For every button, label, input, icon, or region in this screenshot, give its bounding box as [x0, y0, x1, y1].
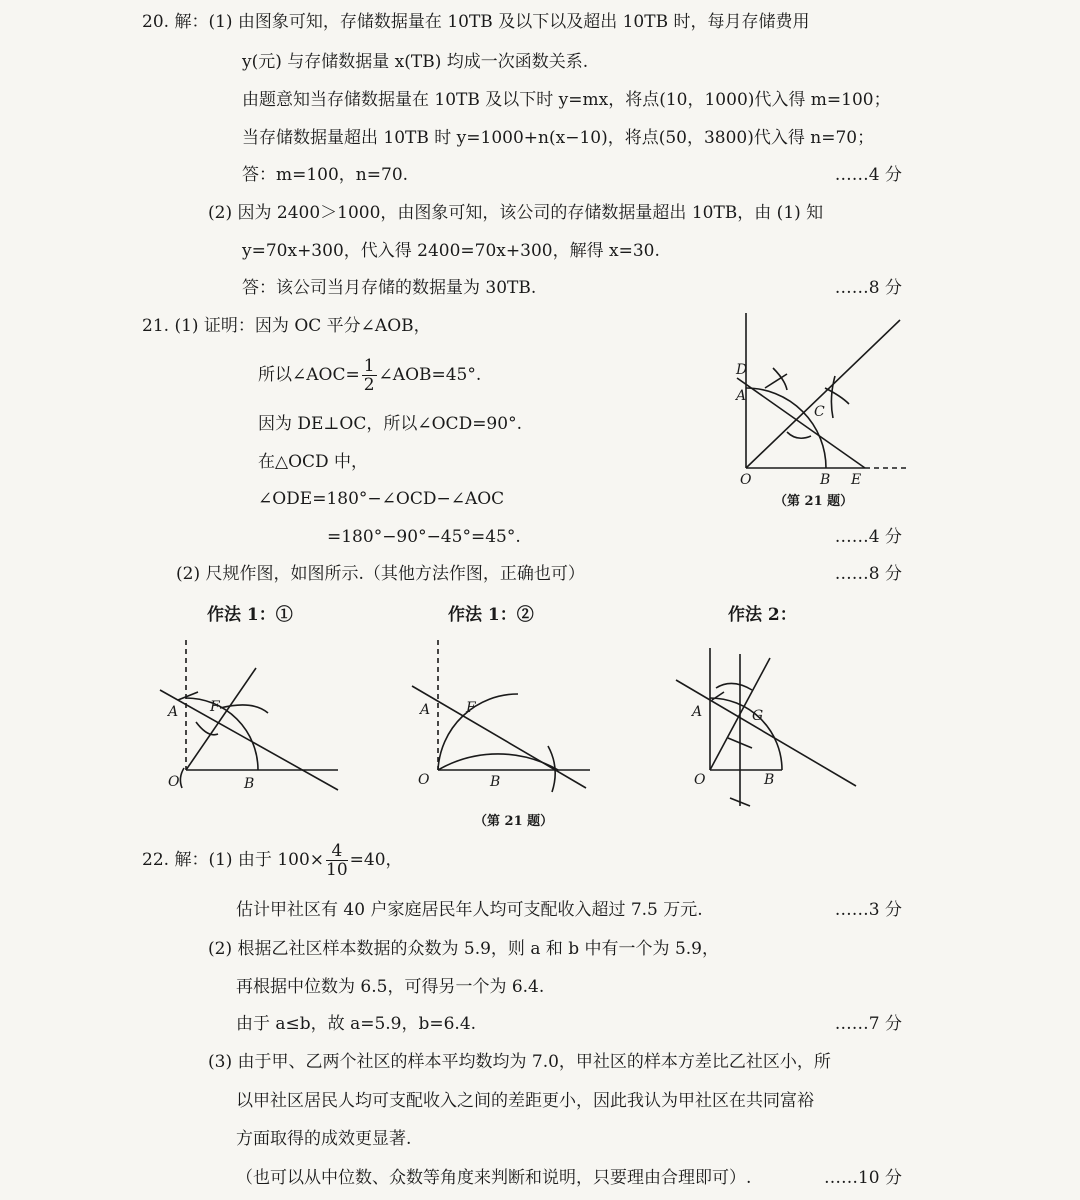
q21-line-4: 在△OCD 中，	[258, 452, 369, 472]
fraction-numerator: 4	[326, 842, 348, 861]
label-F: F	[466, 700, 476, 716]
q22-score-2: ……7 分	[834, 1014, 902, 1034]
label-D: D	[736, 362, 748, 378]
fraction-half	[362, 357, 377, 394]
figure-method-1b	[410, 638, 600, 798]
q20-line-4: 当存储数据量超出 10TB 时 y=1000+n(x−10)，将点(50，3800)代入得 n=70；	[242, 128, 875, 148]
q21-score-1: ……4 分	[834, 527, 902, 547]
q22-line-1	[142, 840, 403, 880]
q22-line-9: （也可以从中位数、众数等角度来判断和说明，只要理由合理即可）.	[236, 1168, 752, 1188]
q22-line-3: (2) 根据乙社区样本数据的众数为 5.9，则 a 和 b 中有一个为 5.9，	[208, 939, 719, 959]
figure-method-2	[672, 638, 867, 813]
q21-line-2a: 所以∠AOC=	[258, 365, 360, 385]
fraction-four-tenths	[326, 842, 348, 879]
label-C: C	[814, 404, 825, 420]
q22-line-4: 再根据中位数为 6.5，可得另一个为 6.4.	[236, 977, 545, 997]
label-B: B	[820, 472, 831, 488]
q21-line-1: 21. (1) 证明：因为 OC 平分∠AOB，	[142, 316, 431, 336]
q21-line-6: =180°−90°−45°=45°.	[327, 527, 521, 547]
label-O: O	[694, 772, 706, 788]
method-1b-label: 作法 1：②	[448, 605, 534, 625]
label-B: B	[490, 774, 501, 790]
label-A: A	[168, 704, 179, 720]
q20-line-2: y(元) 与存储数据量 x(TB) 均成一次函数关系.	[242, 52, 589, 72]
label-O: O	[418, 772, 430, 788]
label-B: B	[764, 772, 775, 788]
q21-line-5: ∠ODE=180°−∠OCD−∠AOC	[258, 489, 505, 509]
q22-line-1a: 22. 解：(1) 由于 100×	[142, 850, 325, 870]
label-F: F	[210, 699, 220, 715]
q21-line-7: (2) 尺规作图，如图所示.（其他方法作图，正确也可）	[176, 564, 585, 584]
figure-caption-top: （第 21 题）	[774, 494, 854, 509]
q20-score-2: ……8 分	[834, 278, 902, 298]
q22-score-3: ……10 分	[823, 1168, 902, 1188]
q21-line-2b: ∠AOB=45°.	[378, 365, 482, 385]
q22-line-5: 由于 a≤b，故 a=5.9，b=6.4.	[236, 1014, 477, 1034]
label-E: E	[851, 472, 862, 488]
q21-score-2: ……8 分	[834, 564, 902, 584]
label-A: A	[420, 702, 431, 718]
q20-line-8: 答：该公司当月存储的数据量为 30TB.	[242, 278, 537, 298]
q21-line-3: 因为 DE⊥OC，所以∠OCD=90°.	[258, 414, 522, 434]
q22-line-7: 以甲社区居民人均可支配收入之间的差距更小，因此我认为甲社区在共同富裕	[236, 1091, 814, 1111]
q20-line-5: 答：m=100，n=70.	[242, 165, 409, 185]
method-2-label: 作法 2：	[728, 605, 797, 625]
q22-line-2: 估计甲社区有 40 户家庭居民年人均可支配收入超过 7.5 万元.	[236, 900, 703, 920]
fraction-denominator: 10	[326, 860, 348, 880]
q21-line-2	[258, 355, 481, 395]
figure-caption-bottom: （第 21 题）	[474, 814, 554, 829]
label-O: O	[168, 774, 180, 790]
figure-method-1a	[158, 638, 358, 798]
figure-21-main	[725, 308, 910, 518]
q20-line-6: (2) 因为 2400＞1000，由图象可知，该公司的存储数据量超出 10TB，由 (1) 知	[208, 203, 824, 223]
q20-score-1: ……4 分	[834, 165, 902, 185]
label-A: A	[692, 704, 703, 720]
q22-line-6: (3) 由于甲、乙两个社区的样本平均数均为 7.0，甲社区的样本方差比乙社区小，所	[208, 1052, 831, 1072]
q22-line-8: 方面取得的成效更显著.	[236, 1129, 412, 1149]
q20-line-7: y=70x+300，代入得 2400=70x+300，解得 x=30.	[242, 241, 660, 261]
q20-line-3: 由题意知当存储数据量在 10TB 及以下时 y=mx，将点(10，1000)代入得 m=100；	[242, 90, 891, 110]
q22-score-1: ……3 分	[834, 900, 902, 920]
q20-line-1: 20. 解：(1) 由图象可知，存储数据量在 10TB 及以下以及超出 10TB 时，每月存储费用	[142, 12, 810, 32]
label-A: A	[736, 388, 747, 404]
fraction-denominator: 2	[363, 375, 375, 395]
label-O: O	[740, 472, 752, 488]
label-B: B	[244, 776, 255, 792]
method-1a-label: 作法 1：①	[207, 605, 293, 625]
q22-line-1b: =40，	[349, 850, 403, 870]
label-G: G	[752, 708, 764, 724]
fraction-numerator: 1	[363, 356, 375, 376]
